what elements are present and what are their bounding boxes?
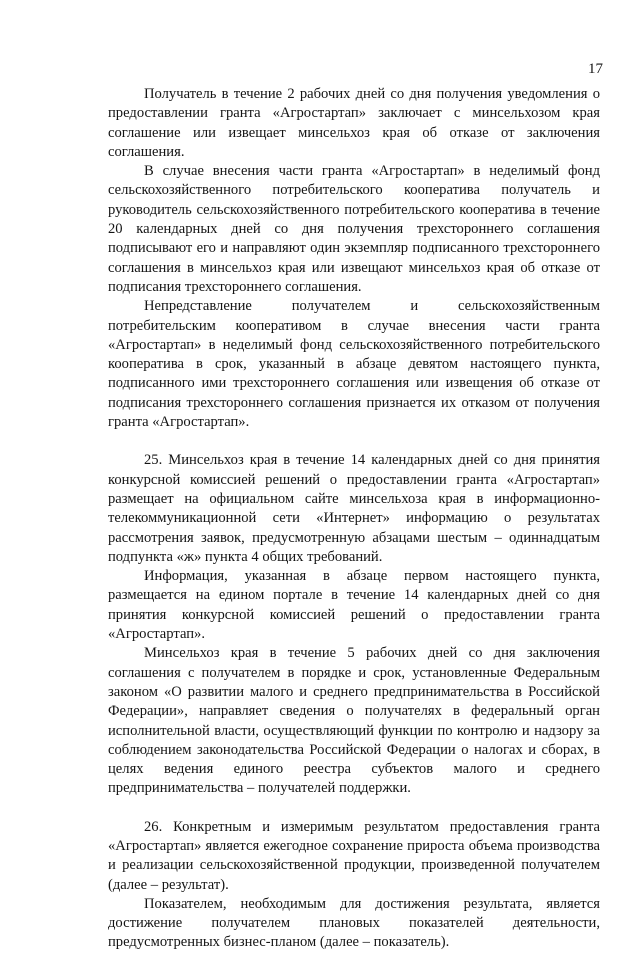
paragraph: Информация, указанная в абзаце первом настоящего пункта, размещается на едином портале в течение 14 календарных дней со дня принятия конкурсной комиссией решений о предоставлении гранта «Агростартап».: [108, 568, 600, 643]
page-number: 17: [588, 61, 603, 77]
paragraph: 25. Минсельхоз края в течение 14 календарных дней со дня принятия конкурсной комиссией решений о предоставлении гранта «Агростартап» размещает на официальном сайте минсельхоза края в информационно-телекоммуникационной сети «Интернет» информацию о результатах рассмотрения заявок, предусмотренную абзацами шестым – одиннадцатым подпункта «ж» пункта 4 общих требований.: [108, 452, 600, 565]
paragraph: 26. Конкретным и измеримым результатом предоставления гранта «Агростартап» является ежегодное сохранение прироста объема производства и реализации сельскохозяйственной продукции, произведенной получателем (далее – результат).: [108, 818, 600, 893]
paragraph: Минсельхоз края в течение 5 рабочих дней со дня заключения соглашения с получателем в порядке и срок, установленные Федеральным законом «О развитии малого и среднего предпринимательства в Российской Федерации», направляет сведения о получателях в федеральный орган исполнительной власти, осуществляющий функции по контролю и надзору за соблюдением законодательства Российской Федерации о налогах и сборах, в целях ведения единого реестра субъектов малого и среднего предпринимательства – получателей поддержки.: [108, 645, 600, 797]
paragraph: Получатель в течение 2 рабочих дней со дня получения уведомления о предоставлении гранта «Агростартап» заключает с минсельхозом края соглашение или извещает минсельхоз края об отказе от заключения соглашения.: [108, 86, 600, 160]
paragraph: Непредставление получателем и сельскохозяйственным потребительским кооперативом в случае внесения части гранта «Агростартап» в неделимый фонд сельскохозяйственного потребительского кооператива в срок, указанный в абзаце девятом настоящего пункта, подписанного ими трехстороннего соглашения или извещения об отказе от подписания трехстороннего соглашения признается их отказом от получения гранта «Агростартап».: [108, 298, 600, 431]
paragraph: В случае внесения части гранта «Агростартап» в неделимый фонд сельскохозяйственного потребительского кооператива получатель и руководитель сельскохозяйственного потребительского кооператива в течение 20 календарных дней со дня получения трехстороннего соглашения подписывают его и направляют один экземпляр подписанного трехстороннего соглашения в минсельхоз края или извещают минсельхоз края об отказе от подписания трехстороннего соглашения.: [108, 163, 600, 295]
paragraph: Показателем, необходимым для достижения результата, является достижение получателем плановых показателей деятельности, предусмотренных бизнес-планом (далее – показатель).: [108, 895, 600, 951]
document-body: [108, 85, 600, 953]
